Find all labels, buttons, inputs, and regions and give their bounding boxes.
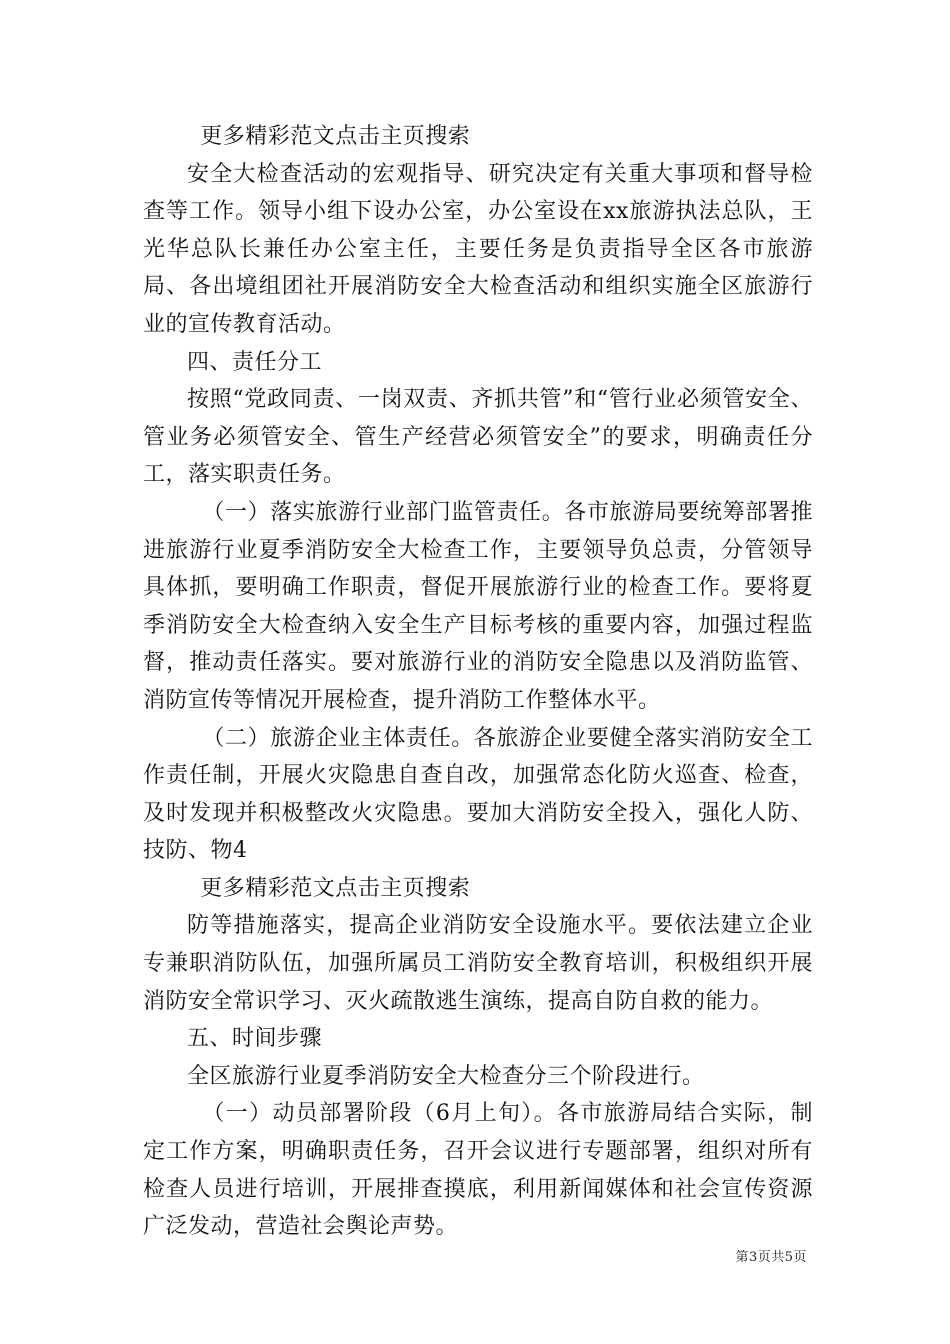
paragraph: 全区旅游行业夏季消防安全大检查分三个阶段进行。 <box>187 1063 705 1089</box>
section-heading: 五、时间步骤 <box>187 1026 323 1052</box>
paragraph: （二）旅游企业主体责任。各旅游企业要健全落实消防安全工作责任制，开展火灾隐患自查自改，加强常态化防火巡查、检查，及时发现并积极整改火灾隐患。要加大消防安全投入，强化人防、技防、物4 <box>143 725 813 864</box>
section-heading: 四、责任分工 <box>187 349 323 375</box>
paragraph: 防等措施落实，提高企业消防安全设施水平。要依法建立企业专兼职消防队伍，加强所属员工消防安全教育培训，积极组织开展消防安全常识学习、灭火疏散逃生演练，提高自防自救的能力。 <box>143 913 813 1014</box>
page-number: 第3页共5页 <box>735 1250 807 1265</box>
paragraph: 按照“党政同责、一岗双责、齐抓共管”和“管行业必须管安全、管业务必须管安全、管生产经营必须管安全”的要求，明确责任分工，落实职责任务。 <box>143 387 813 488</box>
paragraph: （一）动员部署阶段（6月上旬）。各市旅游局结合实际，制定工作方案，明确职责任务，召开会议进行专题部署，组织对所有检查人员进行培训，开展排查摸底，利用新闻媒体和社会宣传资源广泛发动，营造社会舆论声势。 <box>143 1101 813 1240</box>
promo-line: 更多精彩范文点击主页搜索 <box>200 124 471 149</box>
paragraph: （一）落实旅游行业部门监管责任。各市旅游局要统筹部署推进旅游行业夏季消防安全大检查工作，主要领导负总责，分管领导具体抓，要明确工作职责，督促开展旅游行业的检查工作。要将夏季消防安全大检查纳入安全生产目标考核的重要内容，加强过程监督，推动责任落实。要对旅游行业的消防安全隐患以及消防监管、消防宣传等情况开展检查，提升消防工作整体水平。 <box>143 499 813 713</box>
paragraph: 安全大检查活动的宏观指导、研究决定有关重大事项和督导检查等工作。领导小组下设办公室，办公室设在xx旅游执法总队，王光华总队长兼任办公室主任，主要任务是负责指导全区各市旅游局、各出境组团社开展消防安全大检查活动和组织实施全区旅游行业的宣传教育活动。 <box>143 161 813 337</box>
promo-line: 更多精彩范文点击主页搜索 <box>200 875 471 901</box>
document-body <box>143 118 813 1246</box>
